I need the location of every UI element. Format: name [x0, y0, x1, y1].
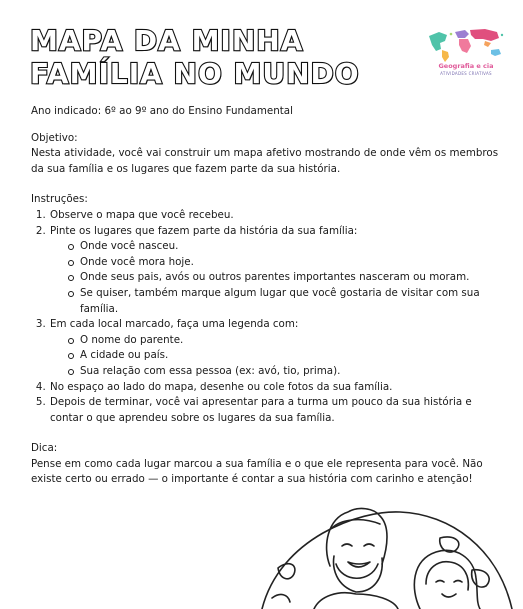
instruction-text: No espaço ao lado do mapa, desenhe ou cole fotos da sua família.: [50, 380, 393, 393]
logo-tagline: ATIVIDADES CRIATIVAS: [440, 71, 492, 76]
instruction-step: [49, 224, 501, 318]
sub-item: Sua relação com essa pessoa (ex: avó, tio, prima).: [68, 364, 501, 380]
woman-eye: [454, 581, 462, 583]
sub-item: Onde você nasceu.: [68, 239, 501, 255]
instruction-step: [49, 208, 501, 224]
sub-item: Se quiser, também marque algum lugar que você gostaria de visitar com sua família.: [68, 286, 501, 317]
instruction-text: Observe o mapa que você recebeu.: [50, 208, 234, 221]
instruction-text: Depois de terminar, você vai apresentar para a turma um pouco da sua história e contar o que aprendeu sobre os lugares da sua família.: [50, 396, 472, 424]
page-title: [30, 24, 360, 90]
objective-text: Nesta atividade, você vai construir um mapa afetivo mostrando de onde vêm os membros da sua família e os lugares que fazem parte da sua história.: [31, 147, 499, 175]
tip-heading: Dica:: [31, 442, 58, 455]
man-shoulders: [314, 593, 398, 609]
instruction-step: [49, 317, 501, 379]
instruction-text: Pinte os lugares que fazem parte da história da sua família:: [50, 224, 358, 237]
instruction-text: Em cada local marcado, faça uma legenda com:: [50, 318, 299, 331]
instruction-step: [49, 380, 501, 396]
man-figure: [314, 509, 398, 609]
instructions-heading: Instruções:: [31, 193, 88, 206]
sub-list: [50, 333, 501, 380]
woman-smile: [442, 594, 456, 597]
woman-figure: [414, 550, 480, 609]
grade-info: Ano indicado: 6º ao 9º ano do Ensino Fundamental: [31, 105, 293, 117]
sub-item: Onde seus pais, avós ou outros parentes importantes nasceram ou moram.: [68, 270, 501, 286]
sub-item: Onde você mora hoje.: [68, 255, 501, 271]
title-line-2: FAMÍLIA NO MUNDO: [30, 57, 360, 90]
man-eye: [342, 544, 352, 546]
woman-eye: [436, 581, 444, 583]
man-smile: [348, 562, 370, 567]
instruction-step: [49, 395, 501, 426]
sub-item: A cidade ou país.: [68, 348, 501, 364]
world-map-logo-icon: [425, 26, 507, 66]
brand-logo: [425, 26, 507, 78]
sub-list: [50, 239, 501, 317]
instructions-list: [31, 208, 501, 426]
title-line-1: MAPA DA MINHA: [30, 24, 304, 57]
family-globe-illustration: [250, 498, 518, 609]
continent-shape: [278, 564, 295, 579]
activity-content: [31, 104, 501, 488]
tip-text: Pense em como cada lugar marcou a sua família e o que ele representa para você. Não existe certo ou errado — o importante é contar a sua história com carinho e atenção!: [31, 457, 483, 486]
logo-name: Geografia e cia: [438, 62, 494, 70]
continent-shape: [272, 595, 290, 602]
sub-item: O nome do parente.: [68, 333, 501, 349]
globe-outline: [262, 512, 512, 609]
man-eye: [364, 544, 374, 546]
objective-heading: Objetivo:: [31, 131, 78, 144]
